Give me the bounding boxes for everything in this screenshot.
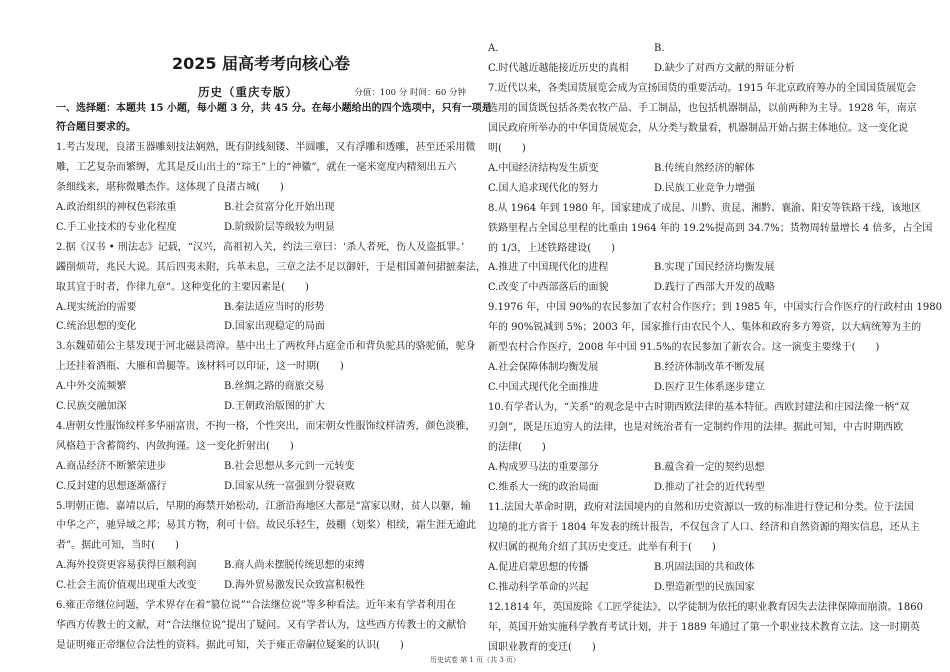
option-row xyxy=(56,460,355,473)
option-row xyxy=(56,480,355,493)
option-right: B.社会贫富分化开始出现 xyxy=(224,202,335,213)
option-row xyxy=(488,561,755,574)
text-line: 2.据《汉书 • 刑法志》记载，“汉兴，高祖初入关，约法三章曰：‘杀人者死，伤人及盗抵罪。’ xyxy=(56,241,465,253)
text-line: 边境的北方省于 1804 年发表的统计报告，不仅包含了人口、经济和自然资源的翔实信息，还从主 xyxy=(488,521,920,533)
option-row xyxy=(56,579,365,592)
option-left: C.统治思想的变化 xyxy=(56,321,137,333)
text-line: 一、选择题：本题共 15 小题，每小题 3 分，共 45 分。在每小题给出的四个选项中，只有一项是 xyxy=(56,102,492,114)
text-line: 条细线来，堪称微雕杰作。这体现了良渚古城( ) xyxy=(56,182,284,194)
option-right: D.推动了社会的近代转型 xyxy=(654,481,765,493)
option-row xyxy=(56,400,325,413)
text-line: 蠲削烦苛，兆民大说。其后四夷未附，兵革未息，三章之法不足以御奸，于是相国萧何捃摭秦法， xyxy=(56,261,486,273)
text-line: 雕，工艺复杂而繁缛，尤其是反山出土的“琮王”上的“神徽”，就在一毫米宽度内精刻出五六 xyxy=(56,162,457,174)
option-right: B.社会思想从多元到一元转变 xyxy=(224,460,355,472)
text-line: 1.考古发现，良渚玉器雕刻技法娴熟，既有阴线刻镂、半圆雕，又有浮雕和透雕，甚至还采用微 xyxy=(56,142,476,154)
option-left: C.民族交融加深 xyxy=(56,401,127,412)
page-footer: 历史试卷 第 1 页（共 3 页） xyxy=(429,656,521,664)
text-line: 风格趋于含蓄简约、内敛拘谨。这一变化折射出( ) xyxy=(56,440,294,452)
option-row xyxy=(488,361,765,374)
option-right: D.医疗卫生体系逐步建立 xyxy=(654,382,765,394)
text-line: 国民政府所举办的中华国货展览会，从分类与数量看，机器制品开始占据主体地位。这一变化说 xyxy=(488,122,908,134)
option-row xyxy=(488,461,765,474)
option-row xyxy=(56,301,325,314)
text-line: 年的 90%锐减到 5%；2003 年，国家推行由农民个人、集体和政府多方筹资，以大病统筹为主的 xyxy=(488,322,922,334)
option-left: C.手工业技术的专业化程度 xyxy=(56,221,177,233)
text-line: 是证明雍正帝继位合法性的资料。据此可知，关于雍正帝嗣位疑案的认识( ) xyxy=(56,639,404,651)
option-row xyxy=(56,559,365,572)
option-left: C.推动科学革命的兴起 xyxy=(488,581,589,593)
text-line: 12.1814 年，英国废除《工匠学徒法》，以学徒制为依托的职业教育因失去法律保障而崩溃。1860 xyxy=(488,601,923,613)
option-right: D.海外贸易激发民众致富积极性 xyxy=(224,580,365,592)
option-right: D.阶级阶层等级较为明显 xyxy=(224,221,335,233)
text-line: 4.唐朝女性服饰纹样多华丽富贵，不拘一格，个性突出，而宋朝女性服饰纹样清秀，颜色淡雅， xyxy=(56,420,476,432)
option-left: A.促进启蒙思想的传播 xyxy=(488,561,589,573)
option-left: C.时代越近越能接近历史的真相 xyxy=(488,62,629,74)
text-line: 10.有学者认为，“关系”的观念是中古时期西欧法律的基本特征。西欧封建法和庄园法像一柄“双 xyxy=(488,402,910,414)
text-line: 中华之产，驰异域之邦；易其方物，利可十倍。故民乐轻生，鼓棚（划桨）相续，霜生涯无逾此 xyxy=(56,520,476,532)
text-line: 符合题目要求的。 xyxy=(56,122,136,134)
option-row xyxy=(488,481,765,494)
text-line: 11.法国大革命时期，政府对法国境内的自然和历史资源以一致的标准进行登记和分类。位于法国 xyxy=(488,501,914,513)
option-left: A.现实统治的需要 xyxy=(56,301,137,313)
text-line: 国职业教育的变迁( ) xyxy=(488,641,596,653)
option-row xyxy=(488,162,755,175)
option-row xyxy=(56,221,335,234)
option-left: A.中国经济结构发生质变 xyxy=(488,162,599,174)
option-row xyxy=(488,182,755,195)
exam-title: 2025 届高考考向核心卷 xyxy=(171,54,351,73)
option-right: B.巩固法国的共和政体 xyxy=(654,561,755,573)
option-left: A.社会保障体制均衡发展 xyxy=(488,362,599,374)
option-right: B.丝绸之路的商旅交易 xyxy=(224,381,325,393)
option-row xyxy=(488,581,755,594)
exam-subtitle: 历史（重庆专版） xyxy=(198,85,298,99)
option-right: D.王朝政治版图的扩大 xyxy=(224,401,325,412)
option-right: D.缺少了对西方文献的辩证分析 xyxy=(654,62,795,74)
text-line: 7.近代以来，各类国货展览会成为宣扬国货的重要活动。1915 年北京政府筹办的全国国货展览会 xyxy=(488,82,917,94)
text-line: 铁路里程占全国总里程的比重由 1964 年的 19.2%提高到 34.7%；货物周转量增长 4 倍多，占全国 xyxy=(488,222,933,234)
text-line: 年，英国开始实施科学教育考试计划，并于 1889 年通过了第一个职业技术教育立法。这一时期英 xyxy=(488,621,920,633)
text-line: 8.从 1964 年到 1980 年，国家建成了成昆、川黔、贵昆、湘黔、襄渝、阳安等铁路干线，该地区 xyxy=(488,202,922,214)
option-right: D.践行了西部大开发的战略 xyxy=(654,282,775,294)
text-line: 3.东魏茹茹公主墓发现于河北磁县湾漳。墓中出土了两枚拜占庭金币和背负驼具的骆驼俑，驼身 xyxy=(56,341,476,353)
option-left: A.商品经济不断繁荣进步 xyxy=(56,460,167,472)
option-right: B.传统自然经济的解体 xyxy=(654,162,755,174)
text-line: 的 1/3，上述铁路建设( ) xyxy=(488,242,616,254)
text-line: 明( ) xyxy=(488,142,526,154)
option-right: D.塑造新型的民族国家 xyxy=(654,581,755,593)
text-line: 取其宜于时者，作律九章”。这种变化的主要因素是( ) xyxy=(56,281,309,293)
text-line: 华西方传教士的文献，对“合法继位说”提出了疑问。又有学者认为，这些西方传教士的文献恰 xyxy=(56,619,467,631)
option-row xyxy=(488,42,665,55)
option-left: C.维系大一统的政治局面 xyxy=(488,481,599,493)
option-right: B.蕴含着一定的契约思想 xyxy=(654,461,765,473)
option-row xyxy=(56,201,335,214)
option-left: A. xyxy=(488,43,499,54)
option-right: B.经济体制改革不断发展 xyxy=(654,362,765,374)
option-left: A.推进了中国现代化的进程 xyxy=(488,262,609,274)
text-line: 新型农村合作医疗，2008 年中国 91.5%的农民参加了新农合。这一演变主要缘于( ) xyxy=(488,342,880,354)
option-row xyxy=(488,381,765,394)
option-left: A.政治组织的神权色彩浓重 xyxy=(56,202,177,213)
text-line: 选用的国货既包括各类农牧产品、手工制品，也包括机器制品，以前两种为主导。1928 年，南京 xyxy=(488,102,917,114)
text-line: 5.明朝正德、嘉靖以后，早期的海禁开始松动，江浙沿海地区大都是“富家以财，贫人以躯，输 xyxy=(56,500,471,512)
option-left: C.国人追求现代化的努力 xyxy=(488,182,599,194)
option-right: B.商人尚未摆脱传统思想的束缚 xyxy=(224,560,365,572)
option-right: D.国家从统一富强到分裂衰败 xyxy=(224,480,355,492)
option-left: C.社会主流价值观出现重大改变 xyxy=(56,580,197,592)
option-row xyxy=(488,281,775,294)
text-line: 者”。据此可知，当时( ) xyxy=(56,540,179,552)
option-left: A.构成罗马法的重要部分 xyxy=(488,461,599,473)
option-right: D.国家出现稳定的局面 xyxy=(224,321,325,333)
option-left: C.改变了中西部落后的面貌 xyxy=(488,282,609,294)
option-right: D.民族工业竞争力增强 xyxy=(654,182,755,194)
option-right: B. xyxy=(654,43,665,54)
option-row xyxy=(56,320,325,333)
option-row xyxy=(488,261,775,274)
text-line: 6.雍正帝继位问题，学术界存在着“篡位说”“合法继位说”等多种看法。近年来有学者利用在 xyxy=(56,600,456,611)
option-right: B.实现了国民经济均衡发展 xyxy=(654,262,775,274)
text-line: 权归属的视角介绍了其历史变迁。此举有利于( ) xyxy=(488,541,716,553)
option-right: B.秦法适应当时的形势 xyxy=(224,301,325,313)
option-left: A.海外投资更容易获得巨额利润 xyxy=(56,560,197,572)
text-line: 的法律( ) xyxy=(488,442,546,453)
exam-meta: 分值：100 分 时间：60 分钟 xyxy=(354,88,466,98)
option-left: A.中外交流频繁 xyxy=(56,381,127,393)
option-row xyxy=(56,380,325,393)
option-left: C.中国式现代化全面推进 xyxy=(488,382,599,394)
option-row xyxy=(488,62,795,75)
text-line: 9.1976 年，中国 90%的农民参加了农村合作医疗；到 1985 年，中国实行合作医疗的行政村由 1980 xyxy=(488,302,943,314)
text-line: 上还挂着酒瓶、大雁和兽腿等。该材料可以印证，这一时期( ) xyxy=(56,361,344,373)
option-left: C.反封建的思想逐渐盛行 xyxy=(56,480,167,492)
text-line: 刃剑”，既是压迫穷人的法律，也是对统治者有一定制约作用的法律。据此可知，中古时期西欧 xyxy=(488,422,904,434)
